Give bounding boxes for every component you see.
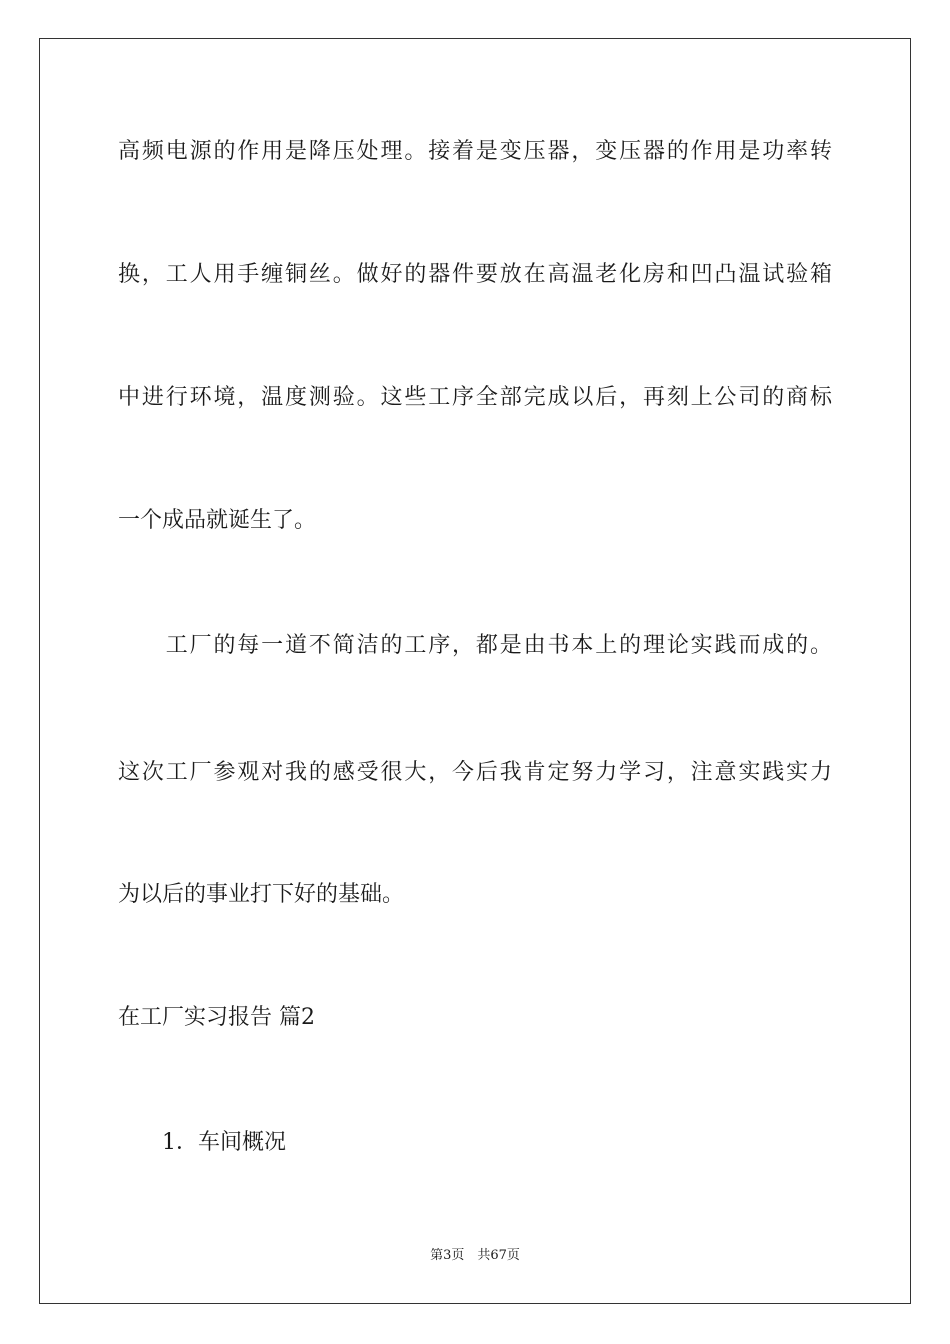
body-text-line: 一个成品就诞生了。 [118,508,317,533]
section-heading: 在工厂实习报告 篇2 [118,1005,315,1030]
page-number-footer: 第3页 共67页 [430,1248,520,1263]
page-frame [39,38,911,1304]
body-text-line: 换，工人用手缠铜丝。做好的器件要放在高温老化房和凹凸温试验箱 [118,262,832,287]
body-text-line: 为以后的事业打下好的基础。 [118,882,405,907]
body-text-line: 中进行环境，温度测验。这些工序全部完成以后，再刻上公司的商标 [118,385,832,410]
body-text-line: 工厂的每一道不简洁的工序，都是由书本上的理论实践而成的。 [118,633,832,658]
subsection-heading: 1．车间概况 [162,1130,286,1155]
body-text-line: 高频电源的作用是降压处理。接着是变压器，变压器的作用是功率转 [118,139,832,164]
body-text-line: 这次工厂参观对我的感受很大，今后我肯定努力学习，注意实践实力 [118,760,832,785]
